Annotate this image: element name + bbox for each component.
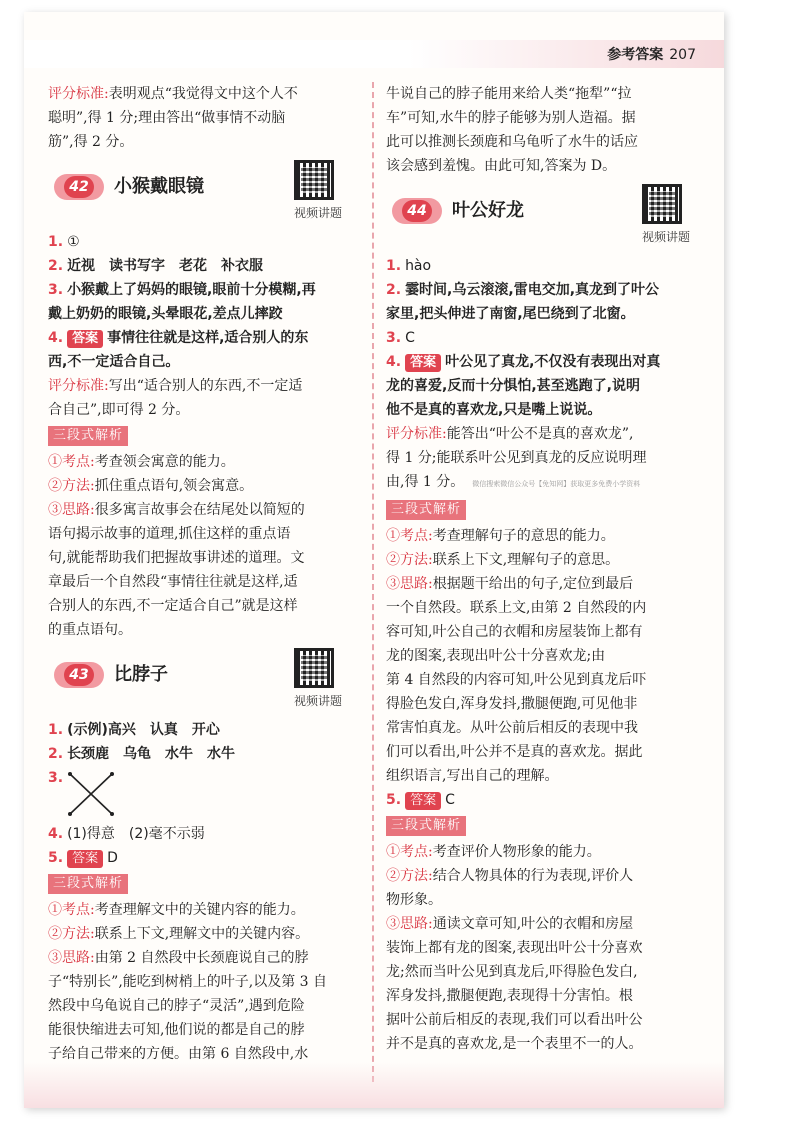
q4-answer-line-2: 龙的喜爱,反而十分惧怕,甚至逃跑了,说明 [386,378,640,394]
section-title: 叶公好龙 [452,200,524,221]
silu-line-4: 浑身发抖,撒腿便跑,表现得十分害怕。根 [386,988,633,1004]
silu-line-2: 语句揭示故事的道理,抓住这样的重点语 [48,526,291,542]
silu-line-1: ③思路:由第 2 自然段中长颈鹿说自己的脖 [48,950,309,966]
silu-line-5: 第 4 自然段的内容可知,叶公见到真龙后吓 [386,672,647,688]
page-number: 207 [669,47,696,63]
silu-line-6: 的重点语句。 [48,622,132,638]
analysis-tag: 三段式解析 [48,874,128,894]
silu-line-4: 龙的图案,表现出叶公十分喜欢龙;由 [386,648,606,664]
silu-line-1: ③思路:很多寓言故事会在结尾处以简短的 [48,502,305,518]
kaodian: ①考点:考查评价人物形象的能力。 [386,844,601,860]
section-42-header [48,160,348,224]
q2-answer: 2. 长颈鹿 乌龟 水牛 水牛 [48,746,236,762]
silu-line-5: 子给自己带来的方便。由第 6 自然段中,水 [48,1046,309,1062]
answer-tag: 答案 [67,850,103,868]
answer-tag: 答案 [405,792,441,810]
q1-answer: 1. hào [386,258,432,274]
silu-line-8: 们可以看出,叶公并不是真的喜欢龙。据此 [386,744,643,760]
silu-line-5: 合别人的东西,不一定适合自己”就是这样 [48,598,298,614]
silu-line-9: 组织语言,写出自己的理解。 [386,768,559,784]
fangfa: ②方法:联系上下文,理解文中的关键内容。 [48,926,310,942]
answer-tag: 答案 [67,330,103,348]
answer-tag: 答案 [405,354,441,372]
section-44-header [386,184,696,248]
section-title: 比脖子 [114,664,168,685]
right-column [386,82,696,1056]
q3-answer: 3. [48,766,348,822]
analysis-tag: 三段式解析 [386,500,466,520]
silu-line-6: 并不是真的喜欢龙,是一个表里不一的人。 [386,1036,643,1052]
q5-answer: 5. 答案 D [48,850,118,866]
section-number-badge: 42 [54,174,104,200]
video-label: 视频讲题 [293,206,342,220]
q5-answer: 5. 答案 C [386,792,455,808]
column-divider [372,82,374,1082]
kaodian: ①考点:考查理解文中的关键内容的能力。 [48,902,305,918]
silu-line-1: ③思路:根据题干给出的句子,定位到最后 [386,576,634,592]
qr-code-icon[interactable] [294,160,334,200]
intro-line-1: 评分标准:表明观点“我觉得文中这个人不 [48,86,298,102]
continued-line-3: 此可以推测长颈鹿和乌龟听了水牛的话应 [386,134,638,150]
analysis-tag: 三段式解析 [48,426,128,446]
continued-line-1: 牛说自己的脖子能用来给人类“拖犁”“拉 [386,86,632,102]
q4-score-line-2: 合自己”,即可得 2 分。 [48,402,190,418]
q4-answer-line-2: 西,不一定适合自己。 [48,354,180,370]
qr-code-icon[interactable] [294,648,334,688]
answer-page [24,12,724,1108]
left-column [48,82,348,1066]
page-header [607,44,696,64]
q3-answer: 3. C [386,330,415,346]
kaodian: ①考点:考查理解句子的意思的能力。 [386,528,615,544]
q3-answer-line-2: 戴上奶奶的眼镜,头晕眼花,差点儿摔跤 [48,306,283,322]
q4-score-line-2: 得 1 分;能联系叶公见到真龙的反应说明理 [386,450,647,466]
watermark-text: 微信搜索微信公众号【免知网】获取更多免费小学资料 [472,480,641,488]
section-43-header [48,648,348,712]
qr-code-icon[interactable] [642,184,682,224]
section-number-badge: 43 [54,662,104,688]
q4-answer: 4. (1)得意 (2)毫不示弱 [48,826,205,842]
continued-line-4: 该会感到羞愧。由此可知,答案为 D。 [386,158,617,174]
q1-answer: 1. ① [48,234,80,250]
q4-answer-line-3: 他不是真的喜欢龙,只是嘴上说说。 [386,402,602,418]
fangfa: ②方法:抓住重点语句,领会寓意。 [48,478,254,494]
silu-line-2: 装饰上都有龙的图案,表现出叶公十分喜欢 [386,940,643,956]
fangfa-line-1: ②方法:结合人物具体的行为表现,评价人 [386,868,634,884]
silu-line-5: 据叶公前后相反的表现,我们可以看出叶公 [386,1012,643,1028]
silu-line-3: 容可知,叶公自己的衣帽和房屋装饰上都有 [386,624,643,640]
q2-answer-line-2: 家里,把头伸进了南窗,尾巴绕到了北窗。 [386,306,635,322]
q2-answer: 2. 近视 读书写字 老花 补衣服 [48,258,264,274]
q4-answer-line-1: 4. 答案 叶公见了真龙,不仅没有表现出对真 [386,354,661,370]
video-label: 视频讲题 [293,694,342,708]
silu-line-6: 得脸色发白,浑身发抖,撒腿便跑,可见他非 [386,696,638,712]
silu-line-1: ③思路:通读文章可知,叶公的衣帽和房屋 [386,916,634,932]
fangfa: ②方法:联系上下文,理解句子的意思。 [386,552,620,568]
q4-score-line-1: 评分标准:能答出“叶公不是真的喜欢龙”, [386,426,634,442]
q1-answer: 1. (示例)高兴 认真 开心 [48,722,220,738]
header-title: 参考答案 [607,47,664,63]
q3-answer-line-1: 3. 小猴戴上了妈妈的眼镜,眼前十分模糊,再 [48,282,316,298]
silu-line-3: 龙;然而当叶公见到真龙后,吓得脸色发白, [386,964,638,980]
section-title: 小猴戴眼镜 [114,176,204,197]
intro-line-2: 聪明”,得 1 分;理由答出“做事情不动脑 [48,110,286,126]
q2-answer-line-1: 2. 霎时间,乌云滚滚,雷电交加,真龙到了叶公 [386,282,660,298]
kaodian: ①考点:考查领会寓意的能力。 [48,454,235,470]
section-number-badge: 44 [392,198,442,224]
intro-line-3: 筋”,得 2 分。 [48,134,134,150]
silu-line-4: 章最后一个自然段“事情往往就是这样,适 [48,574,298,590]
silu-line-4: 能很快缩进去可知,他们说的都是自己的脖 [48,1022,305,1038]
cross-lines-diagram [64,766,124,822]
analysis-tag: 三段式解析 [386,816,466,836]
fangfa-line-2: 物形象。 [386,892,442,908]
silu-line-7: 常害怕真龙。从叶公前后相反的表现中我 [386,720,638,736]
silu-line-2: 子“特别长”,能吃到树梢上的叶子,以及第 3 自 [48,974,328,990]
footer-band [24,1062,724,1108]
silu-line-3: 句,就能帮助我们把握故事讲述的道理。文 [48,550,305,566]
continued-line-2: 车”可知,水牛的脖子能够为别人造福。据 [386,110,636,126]
silu-line-3: 然段中乌龟说自己的脖子“灵活”,遇到危险 [48,998,305,1014]
q4-score-line-3: 由,得 1 分。 微信搜索微信公众号【免知网】获取更多免费小学资料 [386,474,641,490]
silu-line-2: 一个自然段。联系上文,由第 2 自然段的内 [386,600,647,616]
video-label: 视频讲题 [641,230,690,244]
q4-answer-line-1: 4. 答案 事情往往就是这样,适合别人的东 [48,330,309,346]
q4-score-line-1: 评分标准:写出“适合别人的东西,不一定适 [48,378,303,394]
